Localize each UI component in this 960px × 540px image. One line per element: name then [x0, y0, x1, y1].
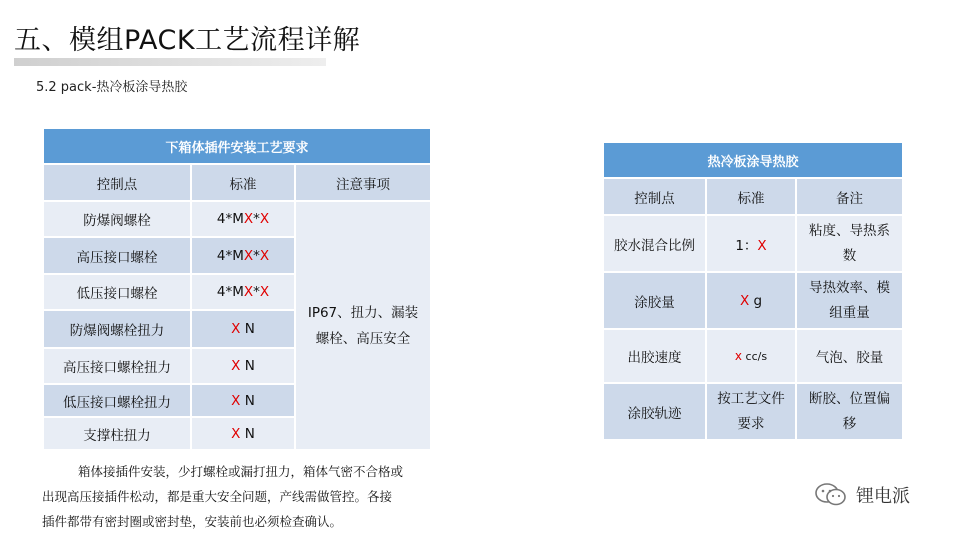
standard-cell: 1：X [707, 216, 795, 271]
standard-cell: X N [192, 385, 294, 416]
control-point-cell: 防爆阀螺栓扭力 [44, 311, 190, 347]
control-point-cell: 涂胶轨迹 [604, 384, 705, 439]
column-header: 控制点 [44, 165, 190, 200]
standard-cell: X g [707, 273, 795, 328]
standard-cell: x cc/s [707, 330, 795, 382]
notes-cell [296, 202, 430, 449]
remark-line: 数 [842, 247, 857, 264]
column-header: 标准 [192, 165, 294, 200]
watermark-text: 锂电派 [856, 486, 910, 507]
control-point-cell: 涂胶量 [604, 273, 705, 328]
standard-cell: X N [192, 349, 294, 383]
column-header: 注意事项 [296, 165, 430, 200]
remark-line: 粘度、导热系 [809, 222, 890, 239]
remark-cell [797, 384, 902, 439]
note-line: 箱体接插件安装，少打螺栓或漏打扭力，箱体气密不合格或 [78, 464, 404, 479]
remark-cell [797, 273, 902, 328]
control-point-cell: 高压接口螺栓 [44, 238, 190, 273]
note-line: 螺栓、高压安全 [315, 330, 411, 347]
control-point-cell: 支撑柱扭力 [44, 418, 190, 449]
standard-line: 按工艺文件 [717, 390, 785, 407]
column-header: 标准 [707, 179, 795, 214]
remark-cell [797, 216, 902, 271]
control-point-cell: 低压接口螺栓 [44, 275, 190, 309]
standard-line: 要求 [737, 415, 765, 432]
column-header: 备注 [797, 179, 902, 214]
remark-line: 移 [842, 415, 857, 432]
section-subtitle: 5.2 pack-热冷板涂导热胶 [36, 80, 188, 95]
standard-cell: 4*MX*X [192, 275, 294, 309]
note-line: 插件都带有密封圈或密封垫，安装前也必须检查确认。 [42, 514, 343, 529]
control-point-cell: 高压接口螺栓扭力 [44, 349, 190, 383]
install-requirements-table [42, 127, 432, 451]
title-underline [14, 58, 326, 66]
control-point-cell: 防爆阀螺栓 [44, 202, 190, 236]
remark-line: 断胶、位置偏 [809, 390, 890, 407]
table-title: 下箱体插件安装工艺要求 [44, 129, 430, 163]
column-header: 控制点 [604, 179, 705, 214]
page-title: 五、模组PACK工艺流程详解 [14, 25, 361, 56]
thermal-glue-table [602, 141, 904, 441]
control-point-cell: 胶水混合比例 [604, 216, 705, 271]
note-line: IP67、扭力、漏装 [307, 304, 419, 321]
standard-cell: X N [192, 418, 294, 449]
standard-cell: 4*MX*X [192, 202, 294, 236]
wechat-icon [814, 482, 848, 508]
table-title: 热冷板涂导热胶 [604, 143, 902, 177]
control-point-cell: 低压接口螺栓扭力 [44, 385, 190, 416]
remark-line: 组重量 [829, 304, 870, 321]
control-point-cell: 出胶速度 [604, 330, 705, 382]
remark-cell: 气泡、胶量 [797, 330, 902, 382]
note-line: 出现高压接插件松动，都是重大安全问题，产线需做管控。各接 [42, 489, 393, 504]
watermark-logo [814, 482, 910, 508]
standard-cell: 4*MX*X [192, 238, 294, 273]
standard-cell [707, 384, 795, 439]
standard-cell: X N [192, 311, 294, 347]
remark-line: 导热效率、模 [809, 279, 890, 296]
note-paragraph [42, 459, 446, 534]
